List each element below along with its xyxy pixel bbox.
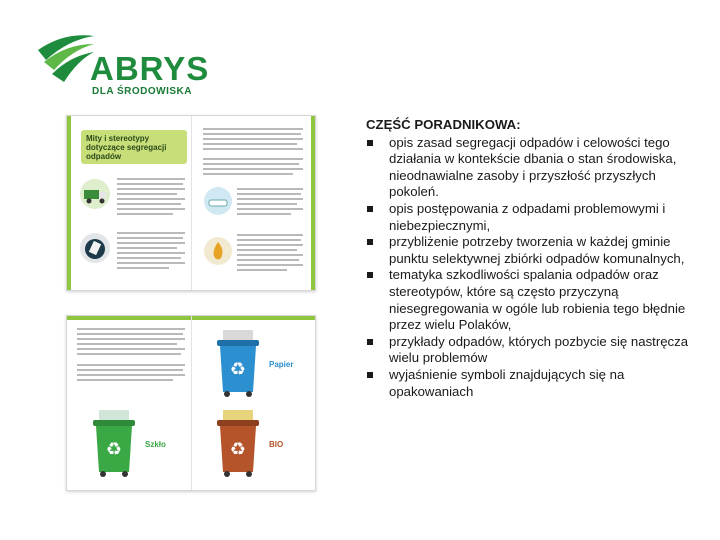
svg-text:♻: ♻ — [229, 359, 247, 380]
bio-bin-label: BIO — [269, 440, 284, 449]
bath-illustration-icon — [203, 186, 233, 216]
list-item: opis postępowania z odpadami problemowymi i niebezpiecznymi, — [366, 201, 706, 234]
list-item: tematyka szkodliwości spalania odpadów oraz stereotypów, które są często przyczyną niesegregowania w ogóle lub robienia tego błędnie przez wielu Polaków, — [366, 267, 706, 333]
hazard-illustration-icon — [79, 232, 111, 264]
svg-text:♻: ♻ — [105, 439, 123, 460]
list-item: przykłady odpadów, których pozbycie się nastręcza wielu problemów — [366, 334, 706, 367]
section-heading: CZĘŚĆ PORADNIKOWA: — [366, 117, 521, 132]
guide-spread-top — [66, 115, 316, 291]
bullet-square-icon — [367, 239, 373, 245]
list-item: opis zasad segregacji odpadów i celowości tego działania w kontekście dbania o stan środowiska, nieodnawialne zasoby i przyszłość przyszłych pokoleń. — [366, 135, 706, 201]
truck-illustration-icon — [79, 178, 111, 210]
paper-bin-label: Papier — [269, 360, 294, 369]
bio-bin-icon — [215, 410, 261, 478]
bullet-square-icon — [367, 372, 373, 378]
glass-bin-label: Szkło — [145, 440, 166, 449]
paper-bin-icon — [215, 330, 261, 398]
bullet-square-icon — [367, 272, 373, 278]
bullet-list — [366, 135, 706, 401]
list-item: wyjaśnienie symboli znajdujących się na opakowaniach — [366, 367, 706, 400]
svg-text:♻: ♻ — [229, 439, 247, 460]
bullet-square-icon — [367, 339, 373, 345]
logo-swoosh-icon — [36, 30, 96, 90]
bullet-square-icon — [367, 140, 373, 146]
bullet-square-icon — [367, 206, 373, 212]
logo-wordmark: ABRYS — [90, 50, 210, 87]
guide-spread-bottom — [66, 315, 316, 491]
glass-bin-icon — [91, 410, 137, 478]
page-title-box — [81, 130, 187, 164]
logo-subtitle: DLA ŚRODOWISKA — [92, 86, 192, 97]
abrys-logo — [36, 30, 236, 102]
fire-illustration-icon — [203, 236, 233, 266]
page-title: Mity i stereotypy dotyczące segregacji odpadów — [86, 134, 167, 161]
guide-section-description — [366, 117, 706, 400]
list-item: przybliżenie potrzeby tworzenia w każdej gminie punktu selektywnej zbiórki odpadów komunalnych, — [366, 234, 706, 267]
